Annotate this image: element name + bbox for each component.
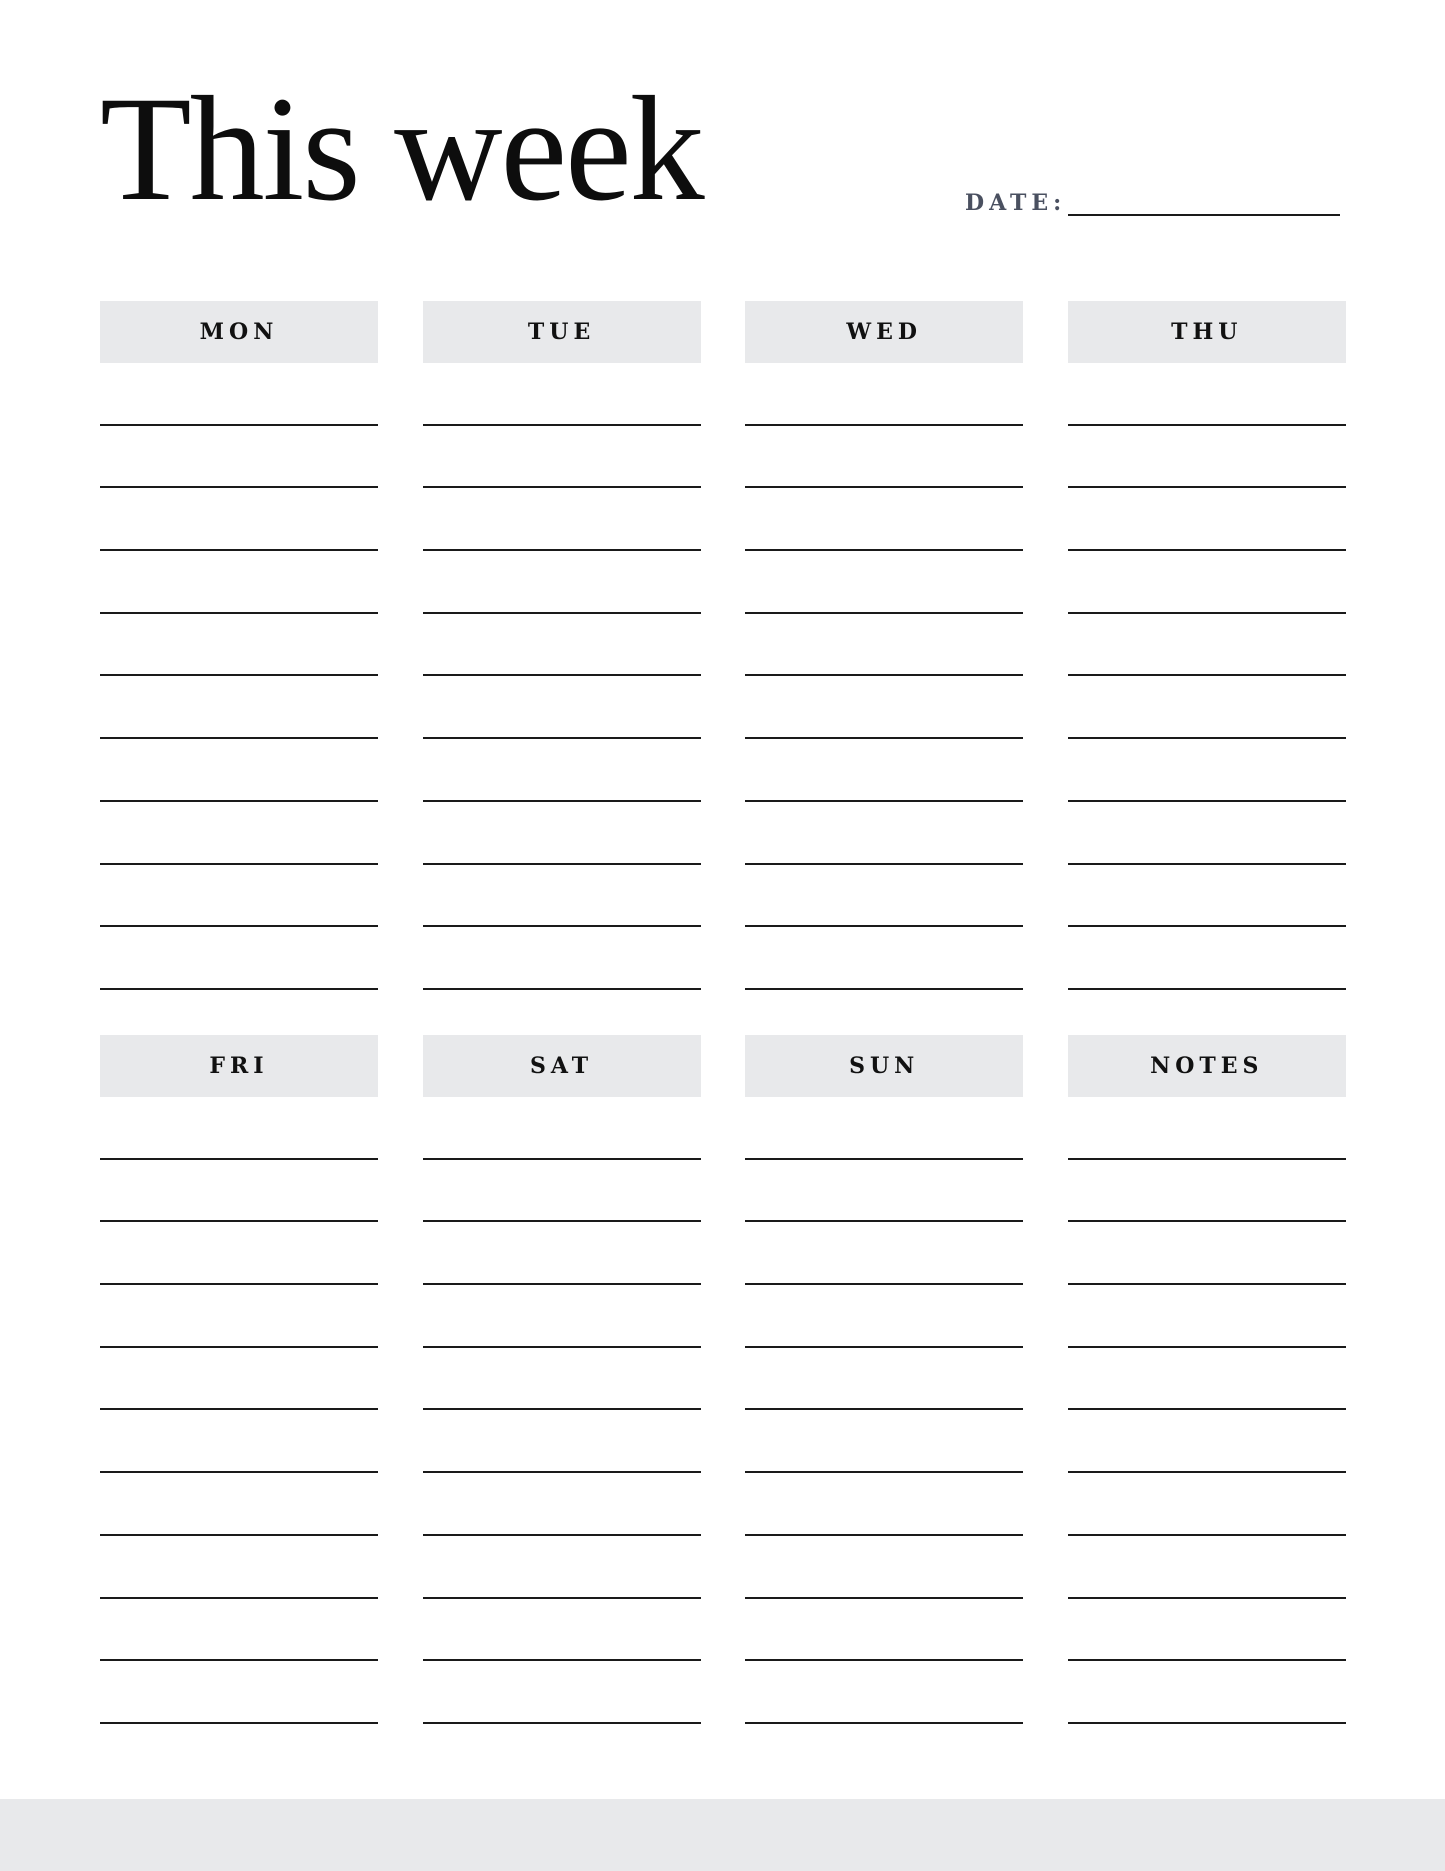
writing-line[interactable]: [745, 1661, 1023, 1724]
writing-line[interactable]: [745, 1097, 1023, 1160]
writing-line[interactable]: [100, 1473, 378, 1536]
writing-line[interactable]: [100, 739, 378, 802]
day-header-mon: MON: [100, 301, 378, 363]
writing-line[interactable]: [745, 676, 1023, 739]
writing-line[interactable]: [745, 1222, 1023, 1285]
writing-line[interactable]: [1068, 614, 1346, 677]
writing-line[interactable]: [745, 1536, 1023, 1599]
date-input-line[interactable]: [1068, 214, 1340, 216]
writing-lines: [100, 1097, 378, 1724]
writing-line[interactable]: [423, 739, 701, 802]
writing-line[interactable]: [745, 614, 1023, 677]
writing-line[interactable]: [1068, 1222, 1346, 1285]
writing-line[interactable]: [1068, 1348, 1346, 1411]
writing-line[interactable]: [1068, 865, 1346, 928]
writing-lines: [423, 1097, 701, 1724]
writing-line[interactable]: [100, 1348, 378, 1411]
writing-line[interactable]: [1068, 739, 1346, 802]
writing-line[interactable]: [423, 1599, 701, 1662]
writing-line[interactable]: [745, 802, 1023, 865]
writing-line[interactable]: [745, 551, 1023, 614]
week-grid-bottom: [100, 1035, 1346, 1724]
page-title: This week: [100, 66, 703, 232]
writing-line[interactable]: [1068, 927, 1346, 990]
writing-line[interactable]: [100, 551, 378, 614]
day-column-sat: [423, 1035, 701, 1724]
date-field: [965, 186, 1340, 218]
writing-line[interactable]: [1068, 676, 1346, 739]
week-grid-top: [100, 301, 1346, 990]
writing-lines: [423, 363, 701, 990]
writing-line[interactable]: [100, 927, 378, 990]
writing-line[interactable]: [100, 1536, 378, 1599]
writing-line[interactable]: [745, 1599, 1023, 1662]
writing-line[interactable]: [745, 426, 1023, 489]
day-header-thu: THU: [1068, 301, 1346, 363]
day-column-sun: [745, 1035, 1023, 1724]
writing-line[interactable]: [423, 614, 701, 677]
writing-lines: [1068, 1097, 1346, 1724]
writing-line[interactable]: [745, 1285, 1023, 1348]
writing-line[interactable]: [423, 1348, 701, 1411]
notes-header: NOTES: [1068, 1035, 1346, 1097]
writing-line[interactable]: [1068, 1097, 1346, 1160]
writing-line[interactable]: [100, 676, 378, 739]
writing-lines: [745, 363, 1023, 990]
writing-line[interactable]: [745, 1473, 1023, 1536]
writing-line[interactable]: [100, 1097, 378, 1160]
writing-line[interactable]: [1068, 363, 1346, 426]
day-header-wed: WED: [745, 301, 1023, 363]
writing-line[interactable]: [100, 488, 378, 551]
writing-line[interactable]: [1068, 1599, 1346, 1662]
writing-line[interactable]: [745, 739, 1023, 802]
writing-line[interactable]: [100, 1599, 378, 1662]
writing-line[interactable]: [745, 1160, 1023, 1223]
writing-line[interactable]: [100, 1285, 378, 1348]
writing-line[interactable]: [1068, 1410, 1346, 1473]
writing-line[interactable]: [100, 426, 378, 489]
writing-line[interactable]: [100, 614, 378, 677]
day-header-sun: SUN: [745, 1035, 1023, 1097]
writing-line[interactable]: [423, 1160, 701, 1223]
writing-line[interactable]: [423, 1536, 701, 1599]
writing-line[interactable]: [1068, 426, 1346, 489]
day-column-thu: [1068, 301, 1346, 990]
writing-line[interactable]: [423, 488, 701, 551]
writing-line[interactable]: [423, 927, 701, 990]
writing-line[interactable]: [745, 865, 1023, 928]
writing-line[interactable]: [1068, 488, 1346, 551]
writing-line[interactable]: [100, 1222, 378, 1285]
writing-line[interactable]: [423, 363, 701, 426]
writing-line[interactable]: [745, 488, 1023, 551]
writing-lines: [100, 363, 378, 990]
writing-line[interactable]: [423, 802, 701, 865]
day-column-fri: [100, 1035, 378, 1724]
footer-band: [0, 1799, 1445, 1871]
writing-line[interactable]: [423, 551, 701, 614]
writing-line[interactable]: [100, 1410, 378, 1473]
writing-line[interactable]: [745, 927, 1023, 990]
date-label: DATE:: [965, 190, 1067, 216]
writing-line[interactable]: [745, 1410, 1023, 1473]
writing-line[interactable]: [423, 1473, 701, 1536]
writing-line[interactable]: [1068, 1285, 1346, 1348]
writing-line[interactable]: [423, 1410, 701, 1473]
writing-line[interactable]: [1068, 1473, 1346, 1536]
writing-line[interactable]: [1068, 802, 1346, 865]
writing-line[interactable]: [423, 426, 701, 489]
writing-line[interactable]: [100, 363, 378, 426]
writing-line[interactable]: [1068, 1661, 1346, 1724]
writing-line[interactable]: [423, 1661, 701, 1724]
writing-line[interactable]: [745, 363, 1023, 426]
writing-lines: [1068, 363, 1346, 990]
writing-line[interactable]: [100, 865, 378, 928]
writing-lines: [745, 1097, 1023, 1724]
notes-column: [1068, 1035, 1346, 1724]
writing-line[interactable]: [745, 1348, 1023, 1411]
day-header-sat: SAT: [423, 1035, 701, 1097]
writing-line[interactable]: [100, 802, 378, 865]
writing-line[interactable]: [423, 676, 701, 739]
writing-line[interactable]: [1068, 1536, 1346, 1599]
writing-line[interactable]: [423, 1097, 701, 1160]
writing-line[interactable]: [423, 1285, 701, 1348]
writing-line[interactable]: [1068, 551, 1346, 614]
writing-line[interactable]: [1068, 1160, 1346, 1223]
day-column-wed: [745, 301, 1023, 990]
day-column-mon: [100, 301, 378, 990]
writing-line[interactable]: [423, 1222, 701, 1285]
day-column-tue: [423, 301, 701, 990]
writing-line[interactable]: [423, 865, 701, 928]
day-header-tue: TUE: [423, 301, 701, 363]
writing-line[interactable]: [100, 1160, 378, 1223]
writing-line[interactable]: [100, 1661, 378, 1724]
day-header-fri: FRI: [100, 1035, 378, 1097]
